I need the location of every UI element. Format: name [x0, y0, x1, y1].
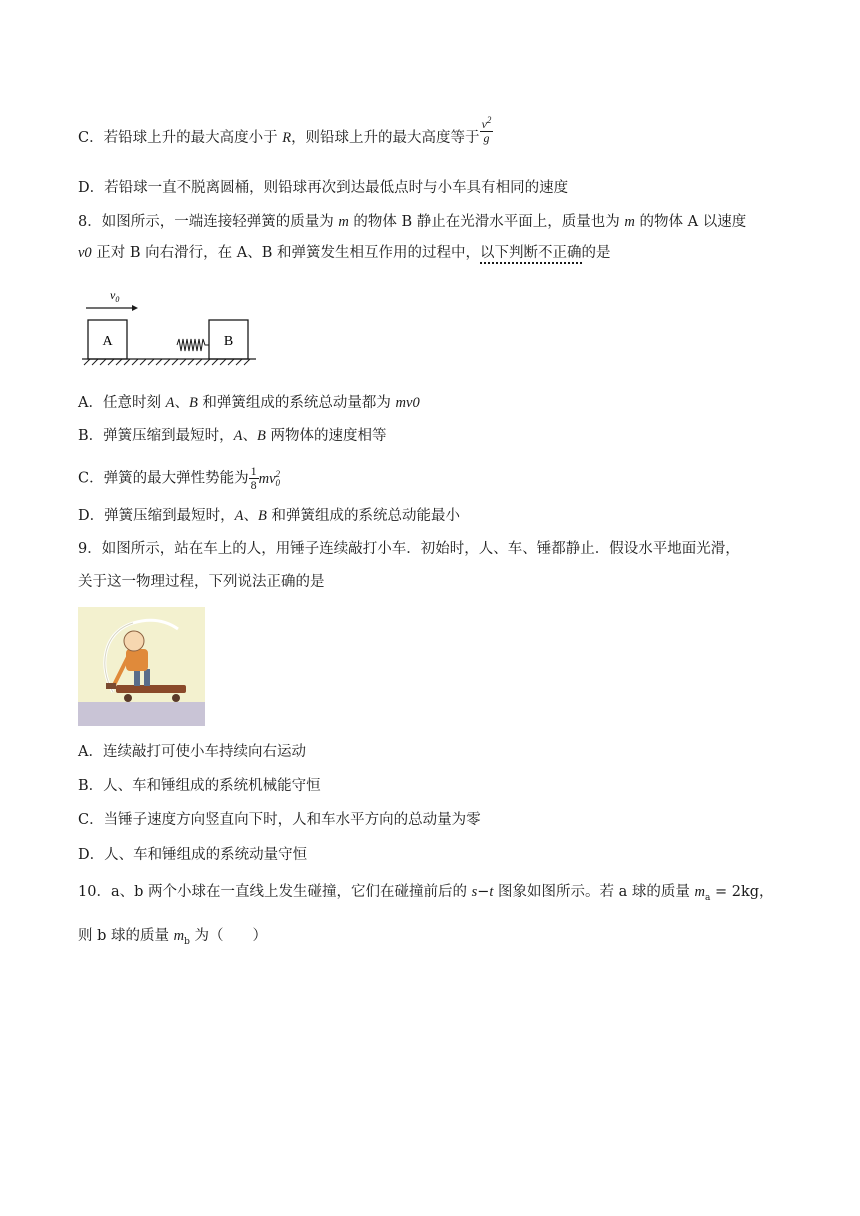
person-leg-right	[144, 669, 150, 686]
q8-option-text: A．任意时刻	[78, 395, 166, 411]
q8-v0-symbol: v0	[78, 245, 92, 261]
q7-option-c-text2: ，则铅球上升的最大高度等于	[291, 130, 480, 146]
spring	[177, 339, 209, 351]
q10-text: 10．a、b 两个小球在一直线上发生碰撞，它们在碰撞前后的	[78, 884, 472, 900]
q8-option-a	[78, 393, 420, 413]
q7-option-d: D．若铅球一直不脱离圆桶，则铅球再次到达最低点时与小车具有相同的速度	[78, 180, 569, 196]
cart-body	[116, 685, 186, 693]
q8-text: 的物体 A 以速度	[634, 214, 747, 230]
q8-option-text: B．弹簧压缩到最短时，	[78, 428, 234, 444]
q8-text: 8．如图所示，一端连接轻弹簧的质量为	[78, 214, 339, 230]
q8-symbol-b: B	[257, 428, 266, 444]
q7-option-c-text: C．若铅球上升的最大高度小于	[78, 130, 283, 146]
fraction-exponent: 2	[486, 114, 492, 125]
fraction-denominator: g	[480, 131, 494, 145]
q10-mass-subscript: b	[184, 936, 190, 947]
q8-mass-symbol: m	[338, 214, 349, 230]
q8-option-text: 、	[242, 428, 258, 444]
q8-symbol-a: A	[165, 395, 175, 411]
ground-hatching	[84, 359, 250, 365]
q10-text: 为（ ）	[189, 928, 267, 944]
q8-option-text: 、	[243, 508, 258, 524]
q9-option-b: B．人、车和锤组成的系统机械能守恒	[78, 778, 321, 794]
fraction-numerator: v	[481, 116, 487, 131]
q10-mass-symbol: m	[173, 928, 185, 944]
q8-text: 的是	[581, 245, 611, 261]
q9-option-c: C．当锤子速度方向竖直向下时，人和车水平方向的总动量为零	[78, 812, 481, 828]
v0-label: $v_0$	[110, 288, 120, 304]
q8-mv0-symbol: mv0	[395, 395, 420, 411]
q8-spring-block-diagram	[80, 285, 260, 370]
q8-option-b	[78, 426, 386, 446]
q10-mass-subscript: a	[705, 892, 711, 903]
q8-option-text: 和弹簧组成的系统总动能最小	[266, 508, 460, 524]
q7-option-c-fraction	[480, 114, 494, 145]
q8-symbol-a: A	[233, 428, 243, 444]
q9-hammer-cart-illustration	[78, 607, 205, 726]
mv-symbol: mv	[258, 470, 276, 487]
q8-option-d	[78, 506, 460, 526]
hammer-head	[106, 683, 116, 689]
q10-text: 则 b 球的质量	[78, 928, 174, 944]
q9-option-a: A．连续敲打可使小车持续向右运动	[78, 744, 306, 760]
q9-option-d: D．人、车和锤组成的系统动量守恒	[78, 847, 308, 863]
fraction-numerator: 1	[250, 464, 257, 478]
q8-option-text: 、	[174, 395, 189, 411]
q8-symbol-b: B	[257, 508, 267, 524]
one-eighth-fraction	[249, 465, 259, 492]
q8-stem-line1	[78, 212, 746, 232]
q8-text: 正对 B 向右滑行，在 A、B 和弹簧发生相互作用的过程中，	[91, 245, 481, 261]
velocity-arrow-head	[132, 305, 138, 311]
q10-text: 图象如图所示。若 a 球的质量	[493, 884, 695, 900]
block-a-label: A	[102, 334, 113, 349]
q8-option-text: D．弹簧压缩到最短时，	[78, 508, 235, 524]
q7-option-c	[78, 114, 493, 148]
cart-wheel-left	[124, 694, 132, 702]
floor	[78, 702, 205, 726]
q8-option-text: 和弹簧组成的系统总动量都为	[197, 395, 396, 411]
q8-option-c	[78, 465, 280, 492]
q10-t-symbol: t	[489, 884, 494, 900]
fraction-denominator: 8	[250, 478, 257, 492]
cart-wheel-right	[172, 694, 180, 702]
person-body	[126, 649, 148, 671]
q10-stem-line2	[78, 926, 267, 946]
q8-symbol-b: B	[188, 395, 198, 411]
mv0-squared	[259, 471, 280, 487]
person-leg-left	[134, 669, 140, 686]
q10-stem-line1	[78, 882, 774, 902]
exponent: 2	[275, 469, 281, 480]
q8-stem-line2	[78, 243, 611, 263]
q8-emphasis-text: 以下判断不正确	[480, 245, 582, 264]
q9-stem-line1: 9．如图所示，站在车上的人，用锤子连续敲打小车．初始时，人、车、锤都静止．假设水平地面光滑，	[78, 541, 740, 557]
person-head	[124, 631, 144, 651]
q7-option-c-r: R	[282, 130, 292, 146]
q8-option-text: C．弹簧的最大弹性势能为	[78, 470, 249, 487]
q10-mass-symbol: m	[694, 884, 706, 900]
q8-option-text: 两物体的速度相等	[265, 428, 387, 444]
q10-s-symbol: s	[471, 884, 478, 900]
block-b-label: B	[223, 334, 234, 349]
q8-mass-symbol: m	[624, 214, 635, 230]
subscript: 0	[275, 478, 281, 489]
q10-minus: −	[477, 884, 490, 900]
q9-stem-line2: 关于这一物理过程，下列说法正确的是	[78, 574, 325, 590]
q8-symbol-a: A	[234, 508, 244, 524]
q10-text: = 2kg，	[710, 884, 774, 900]
q8-text: 的物体 B 静止在光滑水平面上，质量也为	[348, 214, 625, 230]
